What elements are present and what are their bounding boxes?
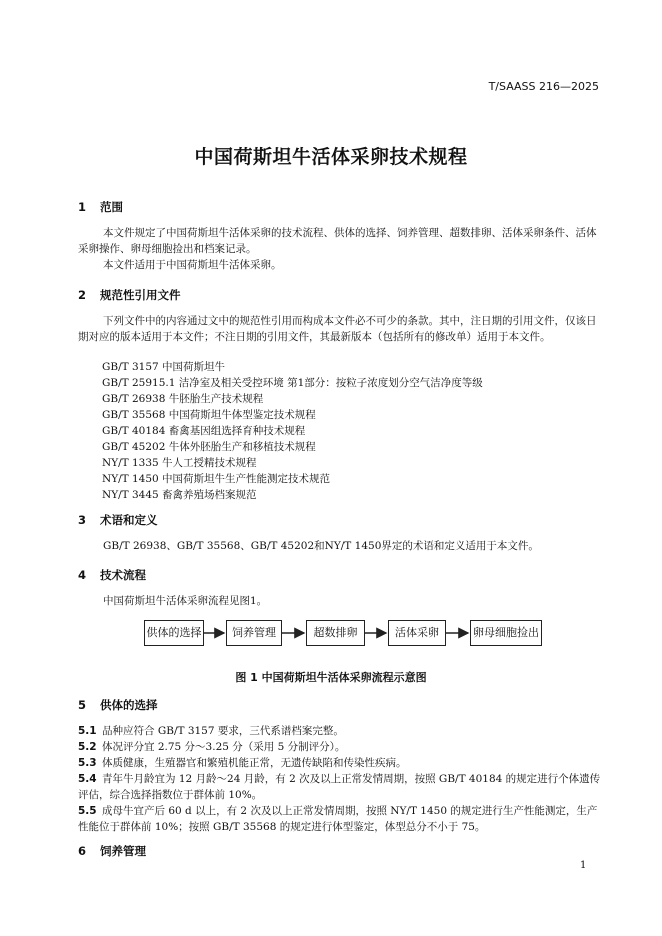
reference-item: GB/T 25915.1 洁净室及相关受控环境 第1部分：按粒子浓度划分空气洁净度等级 — [102, 377, 483, 389]
reference-item: GB/T 26938 牛胚胎生产技术规程 — [102, 393, 264, 405]
flow-step-feeding-management: 饲养管理 — [226, 620, 282, 646]
reference-item: GB/T 3157 中国荷斯坦牛 — [102, 361, 226, 373]
flow-step-donor-selection: 供体的选择 — [144, 620, 204, 646]
clause-text: 体质健康，生殖器官和繁殖机能正常，无遗传缺陷和传染性疾病。 — [102, 757, 407, 769]
section-4-paragraph-1: 中国荷斯坦牛活体采卵流程见图1。 — [103, 595, 268, 607]
clause-number: 5.1 — [78, 725, 97, 737]
clause-5-3 — [78, 755, 602, 771]
clause-5-5 — [78, 803, 602, 835]
clause-text: 体况评分宜 2.75 分～3.25 分（采用 5 分制评分）。 — [102, 741, 346, 753]
section-title: 饲养管理 — [100, 844, 146, 858]
flow-step-opu: 活体采卵 — [388, 620, 446, 646]
section-number: 6 — [78, 844, 87, 858]
section-6-heading — [78, 843, 146, 859]
section-2-paragraph-1: 下列文件中的内容通过文中的规范性引用而构成本文件必不可少的条款。其中，注日期的引用文件，仅该日期对应的版本适用于本文件；不注日期的引用文件，其最新版本（包括所有的修改单）适用于本文件。 — [78, 315, 597, 343]
section-1-paragraph-2: 本文件适用于中国荷斯坦牛活体采卵。 — [103, 259, 282, 271]
section-title: 规范性引用文件 — [100, 288, 181, 302]
flow-step-superovulation: 超数排卵 — [306, 620, 365, 646]
section-number: 2 — [78, 288, 87, 302]
reference-item: NY/T 1450 中国荷斯坦牛生产性能测定技术规范 — [102, 473, 331, 485]
section-title: 术语和定义 — [100, 513, 158, 527]
reference-item: GB/T 40184 畜禽基因组选择育种技术规程 — [102, 425, 306, 437]
clause-5-2 — [78, 739, 602, 755]
section-number: 5 — [78, 698, 87, 712]
clause-number: 5.2 — [78, 741, 97, 753]
section-title: 范围 — [100, 200, 123, 214]
clause-text: 成母牛宜产后 60 d 以上，有 2 次及以上正常发情周期，按照 NY/T 1450 的规定进行生产性能测定，生产性能位于群体前 10%；按照 GB/T 35568 的规定进行体型鉴定，体型总分不小于 75。 — [78, 805, 598, 833]
figure-caption: 图 1 中国荷斯坦牛活体采卵流程示意图 — [235, 671, 427, 684]
clause-5-1 — [78, 723, 602, 739]
section-3-paragraph-1: GB/T 26938、GB/T 35568、GB/T 45202和NY/T 1450界定的术语和定义适用于本文件。 — [103, 540, 539, 552]
section-1-paragraph-1: 本文件规定了中国荷斯坦牛活体采卵的技术流程、供体的选择、饲养管理、超数排卵、活体采卵条件、活体采卵操作、卵母细胞捡出和档案记录。 — [78, 227, 597, 255]
standard-number: T/SAASS 216—2025 — [488, 80, 599, 93]
clause-text: 品种应符合 GB/T 3157 要求，三代系谱档案完整。 — [102, 725, 344, 737]
page-number: 1 — [580, 860, 587, 871]
section-5-heading — [78, 697, 158, 713]
section-2-heading — [78, 287, 181, 303]
section-3-heading — [78, 512, 158, 528]
clause-5-4 — [78, 771, 602, 803]
document-title: 中国荷斯坦牛活体采卵技术规程 — [194, 146, 468, 168]
reference-item: NY/T 1335 牛人工授精技术规程 — [102, 457, 257, 469]
reference-item: GB/T 35568 中国荷斯坦牛体型鉴定技术规程 — [102, 409, 316, 421]
clause-number: 5.4 — [78, 773, 97, 785]
clause-text: 青年牛月龄宜为 12 月龄～24 月龄，有 2 次及以上正常发情周期，按照 GB/T 40184 的规定进行个体遗传评估，综合选择指数位于群体前 10%。 — [78, 773, 601, 801]
section-number: 3 — [78, 513, 87, 527]
reference-item: GB/T 45202 牛体外胚胎生产和移植技术规程 — [102, 441, 316, 453]
section-number: 4 — [78, 568, 87, 582]
section-title: 技术流程 — [100, 568, 146, 582]
flow-step-oocyte-pickup: 卵母细胞捡出 — [470, 620, 542, 646]
flow-arrows — [140, 620, 550, 646]
section-4-heading — [78, 567, 146, 583]
section-number: 1 — [78, 200, 87, 214]
reference-item: NY/T 3445 畜禽养殖场档案规范 — [102, 489, 257, 501]
clause-number: 5.3 — [78, 757, 97, 769]
section-title: 供体的选择 — [100, 698, 158, 712]
clause-number: 5.5 — [78, 805, 97, 817]
section-1-heading — [78, 199, 123, 215]
